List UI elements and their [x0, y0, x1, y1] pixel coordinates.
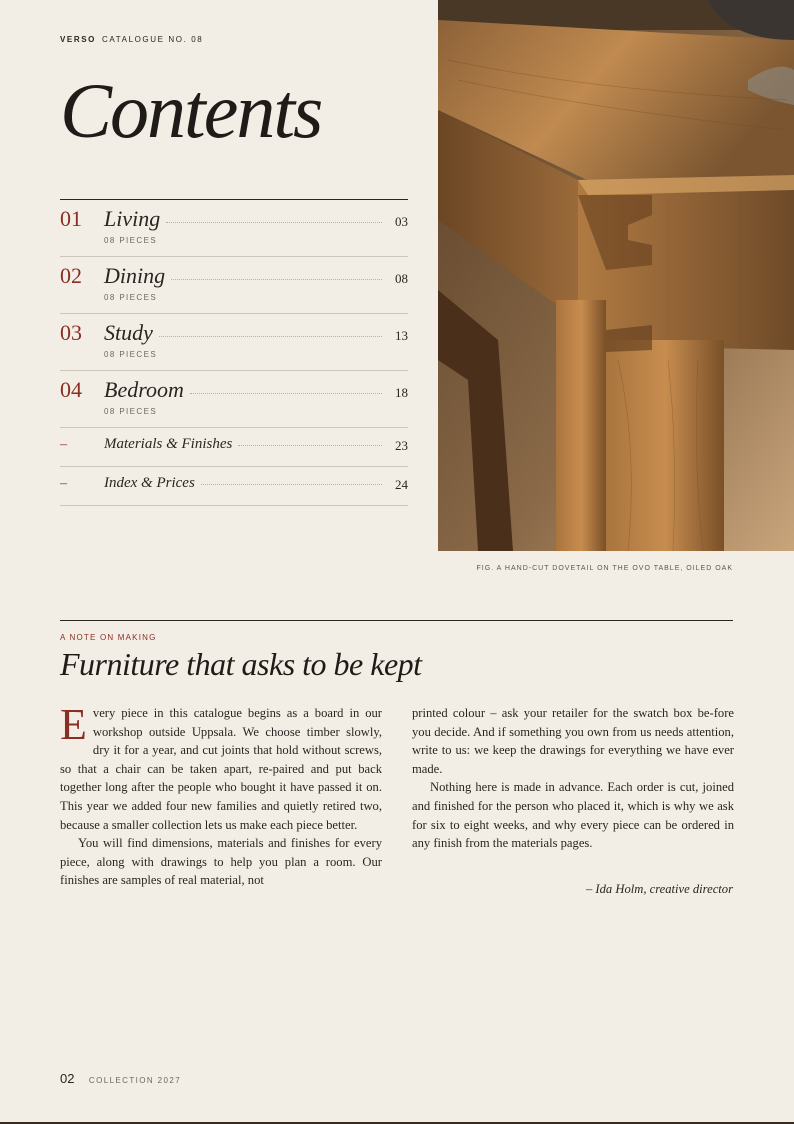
toc-item-study[interactable]	[60, 314, 408, 371]
collection-label: COLLECTION 2027	[88, 1076, 182, 1085]
note-column-left	[60, 700, 382, 890]
toc-leader	[166, 222, 382, 223]
toc-dash: –	[60, 476, 67, 491]
toc-item-dining[interactable]	[60, 257, 408, 314]
note-heading: Furniture that asks to be kept	[60, 646, 422, 682]
toc-page-number: 23	[395, 438, 408, 453]
toc-page-number: 03	[395, 214, 408, 229]
toc-piece-count: 08 PIECES	[104, 236, 158, 245]
toc-item-living[interactable]	[60, 200, 408, 257]
toc-title: Dining	[104, 263, 166, 288]
toc-item-materials[interactable]	[60, 428, 408, 467]
toc-title: Bedroom	[104, 377, 184, 402]
table-of-contents	[60, 199, 408, 506]
toc-page-number: 08	[395, 271, 408, 286]
brand-line	[60, 35, 203, 44]
toc-piece-count: 08 PIECES	[104, 350, 158, 359]
toc-title: Study	[104, 320, 153, 345]
paragraph-text: very piece in this catalogue begins as a board in our workshop outside Uppsala. We choose timber slowly, dry it for a year, and cut joints that hold without screws, so that a chair can be taken apart, re-paired and put back together long after the people who bought it have passed it on. This year we added four new families and quietly retired two, because a smaller collection lets us make each piece better.	[60, 706, 382, 832]
toc-page-number: 18	[395, 385, 408, 400]
toc-dash: –	[60, 437, 67, 452]
photo-caption: FIG. A HAND-CUT DOVETAIL ON THE OVO TABLE, OILED OAK	[476, 565, 733, 572]
note-signature: – Ida Holm, creative director	[585, 882, 733, 896]
toc-number: 03	[60, 320, 82, 345]
note-paragraph-1	[60, 700, 382, 834]
toc-piece-count: 08 PIECES	[104, 407, 158, 416]
toc-item-bedroom[interactable]	[60, 371, 408, 428]
page-footer	[60, 1070, 181, 1088]
toc-leader	[201, 484, 382, 485]
toc-leader	[190, 393, 382, 394]
note-paragraph-2	[60, 834, 382, 890]
toc-leader	[171, 279, 382, 280]
drop-cap: E	[60, 700, 87, 749]
toc-page-number: 24	[395, 477, 408, 492]
toc-title: Living	[104, 206, 161, 231]
note-column-right	[412, 704, 734, 853]
toc-number: 01	[60, 206, 82, 231]
toc-leader	[238, 445, 382, 446]
toc-title: Index & Prices	[104, 475, 195, 491]
table-dovetail-photo	[438, 0, 794, 551]
note-paragraph-3: Nothing here is made in advance. Each order is cut, joined and finished for the person who placed it, which is why we ask for six to eight weeks, and why every piece can be ordered in any finish from the materials pages.	[412, 780, 734, 851]
toc-piece-count: 08 PIECES	[104, 293, 158, 302]
catalogue-issue: CATALOGUE NO. 08	[102, 35, 204, 44]
brand-name: VERSO	[60, 35, 97, 44]
note-kicker: A NOTE ON MAKING	[60, 633, 157, 642]
toc-number: 04	[60, 377, 82, 402]
page-title: Contents	[60, 67, 322, 154]
section-divider	[60, 620, 733, 621]
toc-page-number: 13	[395, 328, 408, 343]
page-number: 02	[60, 1071, 75, 1086]
toc-number: 02	[60, 263, 82, 288]
paragraph-text: You will find dimensions, materials and finishes for every piece, along with drawings to help you plan a room. Our finishes are samples of real material, not	[60, 836, 382, 888]
toc-item-index[interactable]	[60, 467, 408, 506]
note-paragraph-2-continued: printed colour – ask your retailer for the swatch box be-fore you decide. And if something you own from us needs attention, write to us: we keep the drawings for everything we have ever made.	[412, 706, 734, 776]
toc-title: Materials & Finishes	[104, 436, 233, 452]
toc-leader	[159, 336, 382, 337]
